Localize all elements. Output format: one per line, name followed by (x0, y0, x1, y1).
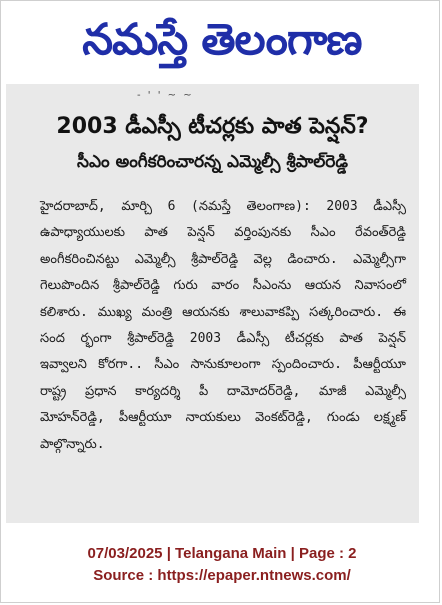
footer-source: Source : https://epaper.ntnews.com/ (93, 567, 351, 584)
news-clipping (6, 84, 419, 523)
clipping-top-fragment: - ' ' ~ ~ (137, 90, 194, 101)
masthead-title: నమస్తే తెలంగాణ (82, 15, 362, 65)
footer-meta: 07/03/2025 | Telangana Main | Page : 2 (87, 545, 357, 562)
article-body: హైదరాబాద్, మార్చి 6 (నమస్తే తెలంగాణ): 2003 డీఎస్సీ ఉపాధ్యాయులకు పాత పెన్షన్ వర్తింపునకు సీఎం రేవంత్‌రెడ్డి అంగీకరించినట్టు ఎమ్మెల్సీ శ్రీపాల్‌రెడ్డి వెల్ల డించారు. ఎమ్మెల్సీగా గెలుపొందిన శ్రీపాల్‌రెడ్డి గురు వారం సీఎంను ఆయన నివాసంలో కలిశారు. ముఖ్య మంత్రి ఆయనకు శాలువాకప్పి సత్కరించారు. ఈ సంద ర్భంగా శ్రీపాల్‌రెడ్డి 2003 డీఎస్సీ టీచర్లకు పాత పెన్షన్ ఇవ్వాలని కోరగా.. సీఎం సానుకూలంగా స్పందించారు. పీఆర్టీయూ రాష్ట్ర ప్రధాన కార్యదర్శి పీ దామోదర్‌రెడ్డి, మాజీ ఎమ్మెల్సీ మోహన్‌రెడ్డి, పీఆర్టీయూ నాయకులు వెంకట్‌రెడ్డి, గుండు లక్ష్మణ్ పాల్గొన్నారు. (40, 199, 406, 452)
article-subheadline: సీఎం అంగీకరించారన్న ఎమ్మెల్సీ శ్రీపాల్‌రెడ్డి (77, 152, 348, 172)
article-headline: 2003 డీఎస్సీ టీచర్లకు పాత పెన్షన్? (56, 114, 369, 139)
newspaper-masthead (1, 9, 442, 81)
